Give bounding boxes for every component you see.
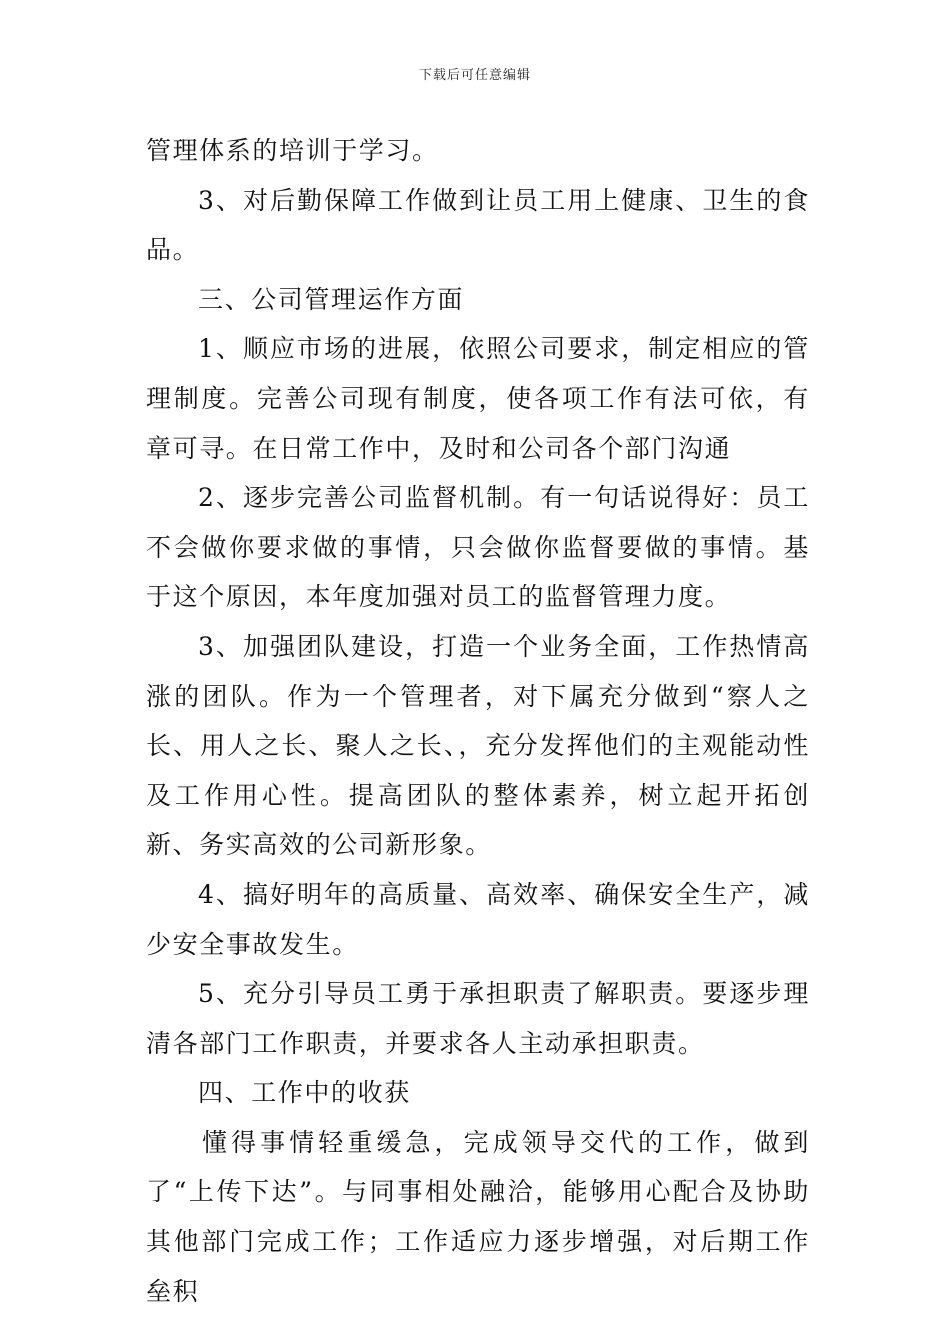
section-heading-3: 三、公司管理运作方面: [198, 284, 465, 314]
page-header: 下载后可任意编辑: [418, 68, 531, 83]
paragraph-item-3-logistics: 3、对后勤保障工作做到让员工用上健康、卫生的食品。: [146, 185, 810, 265]
paragraph-continuation: 管理体系的培训于学习。: [146, 136, 439, 165]
paragraph-item-2: 2、逐步完善公司监督机制。有一句话说得好：员工不会做你要求做的事情，只会做你监督要做的事情。基于这个原因，本年度加强对员工的监督管理力度。: [146, 483, 810, 612]
paragraph-item-5: 5、充分引导员工勇于承担职责了解职责。要逐步理清各部门工作职责，并要求各人主动承担职责。: [146, 979, 810, 1058]
paragraph-item-3-team: 3、加强团队建设，打造一个业务全面，工作热情高涨的团队。作为一个管理者，对下属充分做到“察人之长、用人之长、聚人之长、，充分发挥他们的主观能动性及工作用心性。提高团队的整体素养，树立起开拓创新、务实高效的公司新形象。: [146, 631, 810, 860]
paragraph-item-1: 1、顺应市场的进展，依照公司要求，制定相应的管理制度。完善公司现有制度，使各项工作有法可依，有章可寻。在日常工作中，及时和公司各个部门沟通: [146, 334, 810, 463]
paragraph-gains: 懂得事情轻重缓急，完成领导交代的工作，做到了“上传下达”。与同事相处融洽，能够用心配合及协助其他部门完成工作；工作适应力逐步增强，对后期工作垒积: [146, 1127, 810, 1306]
document-body: [146, 126, 810, 1316]
paragraph-item-4: 4、搞好明年的高质量、高效率、确保安全生产，减少安全事故发生。: [146, 879, 810, 959]
section-heading-4: 四、工作中的收获: [198, 1078, 411, 1108]
